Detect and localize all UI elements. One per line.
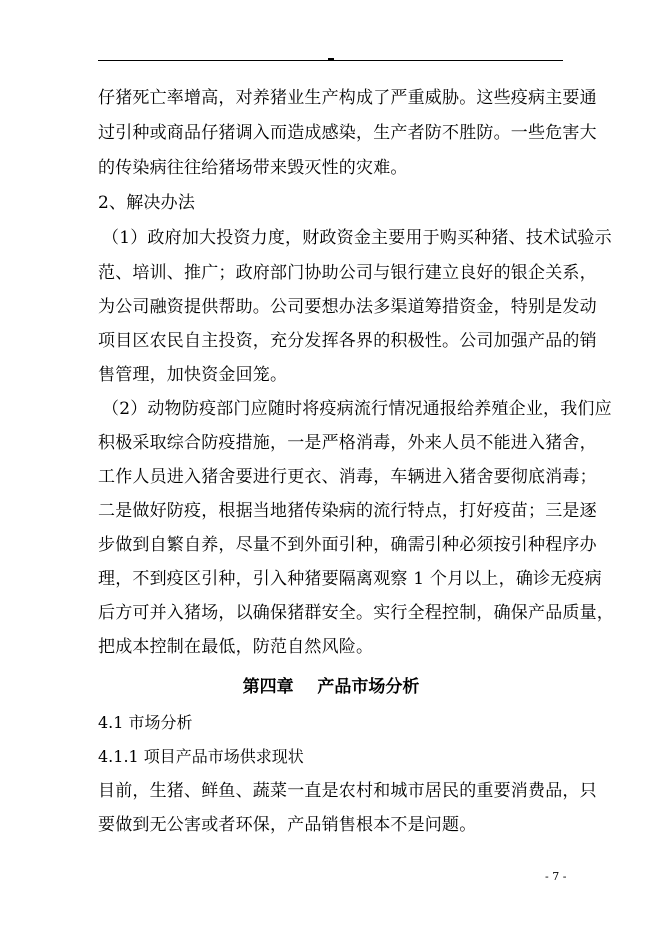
section-4-1-heading: 4.1 市场分析 bbox=[98, 713, 193, 732]
chapter-heading: 第四章 产品市场分析 bbox=[242, 677, 420, 697]
body-line: 后方可并入猪场，以确保猪群安全。实行全程控制，确保产品质量， bbox=[98, 603, 614, 623]
body-line: 要做到无公害或者环保，产品销售根本不是问题。 bbox=[98, 815, 477, 835]
body-line: 工作人员进入猪舍要进行更衣、消毒，车辆进入猪舍要彻底消毒； bbox=[98, 467, 597, 487]
body-line: 理，不到疫区引种，引入种猪要隔离观察 1 个月以上，确诊无疫病 bbox=[98, 569, 602, 589]
body-line: 过引种或商品仔猪调入而造成感染，生产者防不胜防。一些危害大 bbox=[98, 123, 597, 143]
body-line: 目前，生猪、鲜鱼、蔬菜一直是农村和城市居民的重要消费品，只 bbox=[98, 781, 597, 801]
body-line: 把成本控制在最低，防范自然风险。 bbox=[98, 637, 374, 657]
body-line: 步做到自繁自养，尽量不到外面引种，确需引种必须按引种程序办 bbox=[98, 535, 597, 555]
section-4-1-1-heading: 4.1.1 项目产品市场供求现状 bbox=[98, 747, 304, 766]
body-line: （2）动物防疫部门应随时将疫病流行情况通报给养殖企业，我们应 bbox=[102, 399, 612, 419]
body-line: （1）政府加大投资力度，财政资金主要用于购买种猪、技术试验示 bbox=[102, 228, 612, 248]
body-line: 二是做好防疫，根据当地猪传染病的流行特点，打好疫苗；三是逐 bbox=[98, 501, 597, 521]
body-line: 积极采取综合防疫措施，一是严格消毒，外来人员不能进入猪舍， bbox=[98, 433, 597, 453]
section-heading-solutions: 2、解决办法 bbox=[98, 193, 196, 213]
body-line: 为公司融资提供帮助。公司要想办法多渠道筹措资金，特别是发动 bbox=[98, 297, 597, 317]
header-mark bbox=[328, 58, 334, 60]
header-rule bbox=[98, 60, 563, 61]
body-line: 范、培训、推广；政府部门协助公司与银行建立良好的银企关系， bbox=[98, 263, 597, 283]
body-line: 售管理，加快资金回笼。 bbox=[98, 365, 288, 385]
body-line: 的传染病往往给猪场带来毁灭性的灾难。 bbox=[98, 158, 408, 178]
body-line: 仔猪死亡率增高，对养猪业生产构成了严重威胁。这些疫病主要通 bbox=[98, 88, 597, 108]
page-number: - 7 - bbox=[545, 870, 567, 883]
body-line: 项目区农民自主投资，充分发挥各界的积极性。公司加强产品的销 bbox=[98, 331, 597, 351]
